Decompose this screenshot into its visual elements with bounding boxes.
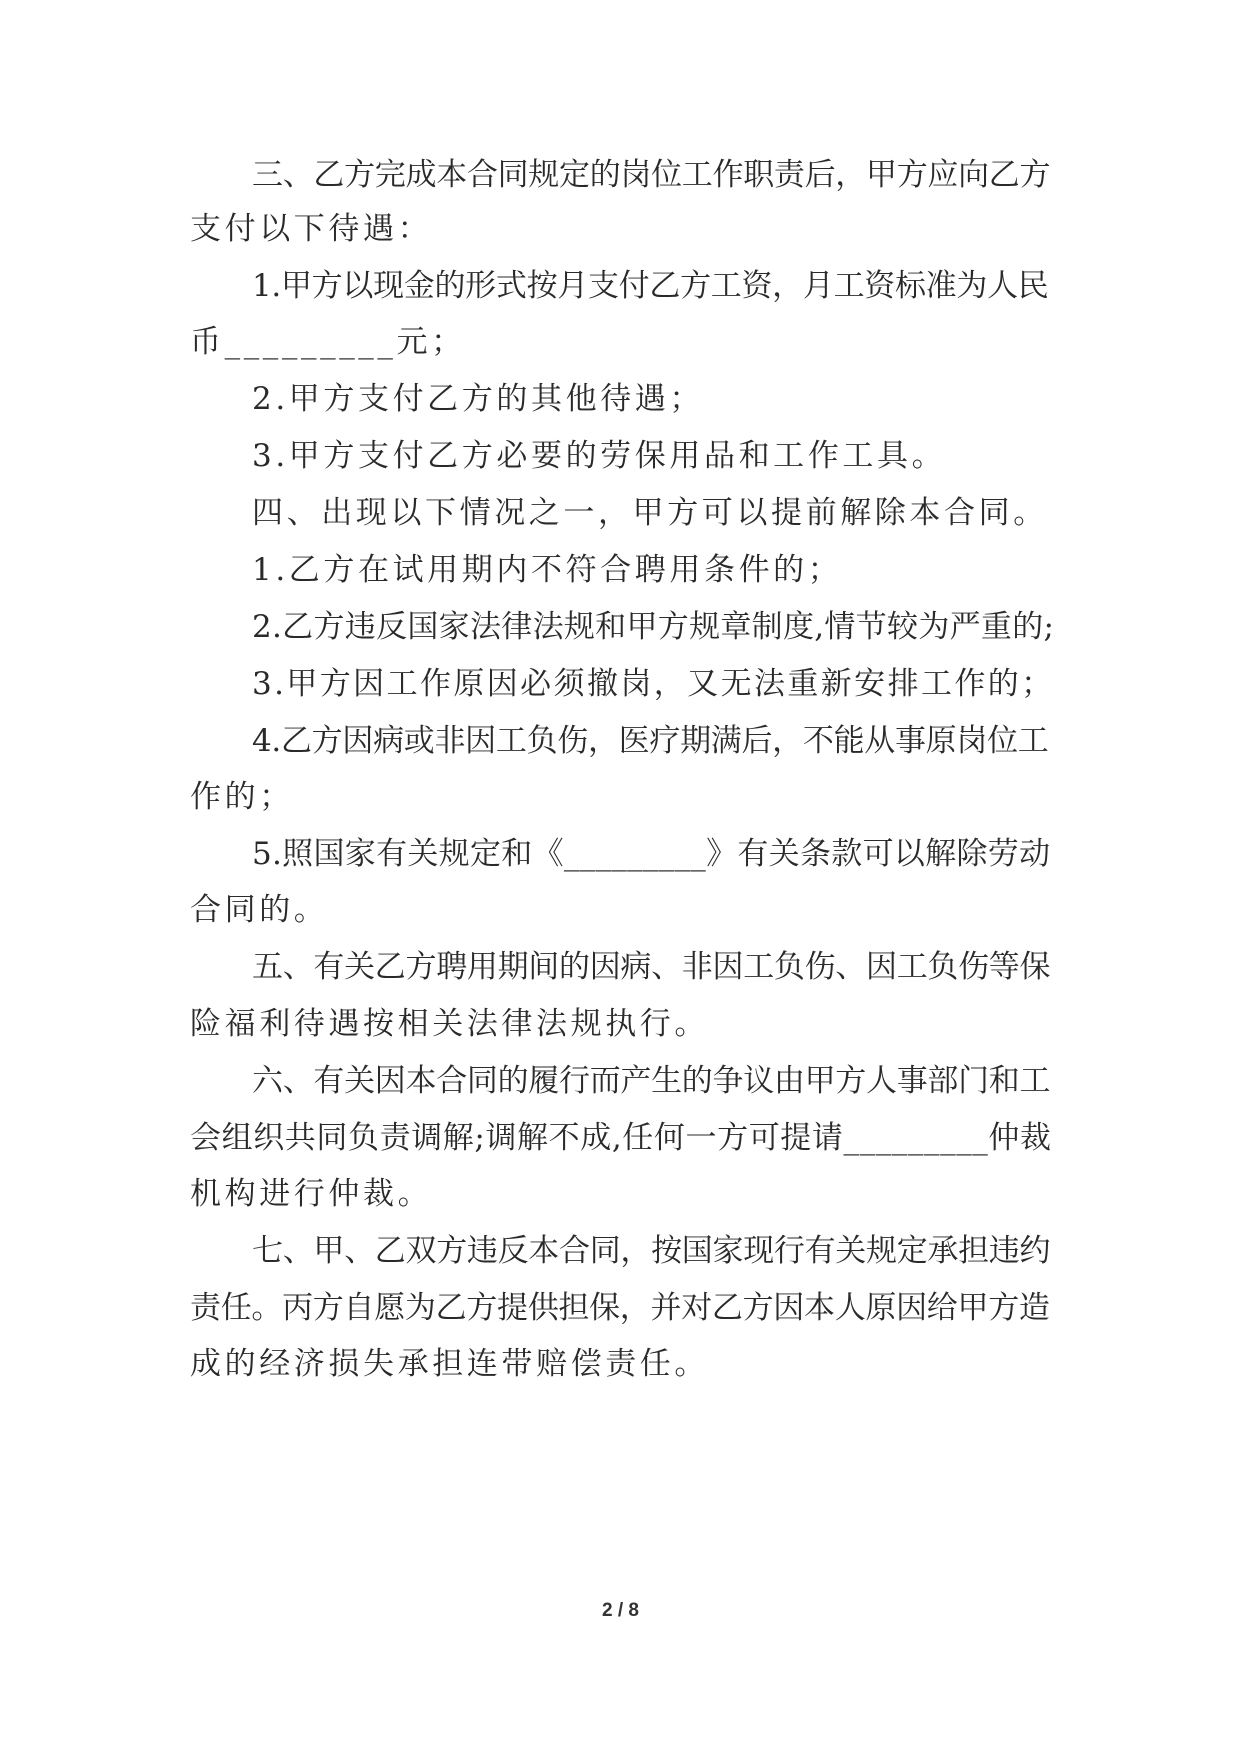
page-number: 2 / 8 bbox=[602, 1600, 639, 1621]
text-line: 2.乙方违反国家法律法规和甲方规章制度,情节较为严重的; bbox=[252, 609, 1055, 645]
text-line: 1.乙方在试用期内不符合聘用条件的； bbox=[252, 552, 843, 588]
text-line: 1.甲方以现金的形式按月支付乙方工资，月工资标准为人民 bbox=[252, 268, 1049, 304]
text-line: 险福利待遇按相关法律法规执行。 bbox=[190, 1006, 709, 1042]
text-line: 会组织共同负责调解;调解不成,任何一方可提请_________仲裁 bbox=[190, 1120, 1052, 1156]
text-line: 六、有关因本合同的履行而产生的争议由甲方人事部门和工 bbox=[252, 1063, 1051, 1099]
text-line: 5.照国家有关规定和《_________》有关条款可以解除劳动 bbox=[252, 836, 1051, 872]
text-line: 3.甲方支付乙方必要的劳保用品和工作工具。 bbox=[252, 438, 947, 474]
text-line: 4.乙方因病或非因工负伤，医疗期满后，不能从事原岗位工 bbox=[252, 723, 1049, 759]
text-line: 机构进行仲裁。 bbox=[190, 1176, 433, 1212]
text-line: 2.甲方支付乙方的其他待遇； bbox=[252, 381, 704, 417]
text-line: 四、出现以下情况之一，甲方可以提前解除本合同。 bbox=[252, 495, 1048, 531]
text-line: 成的经济损失承担连带赔偿责任。 bbox=[190, 1346, 709, 1382]
text-line: 责任。丙方自愿为乙方提供担保，并对乙方因本人原因给甲方造 bbox=[190, 1290, 1050, 1326]
text-line: 3.甲方因工作原因必须撤岗，又无法重新安排工作的； bbox=[252, 666, 1055, 702]
text-line: 作的； bbox=[190, 779, 294, 815]
text-line: 七、甲、乙双方违反本合同，按国家现行有关规定承担违约 bbox=[252, 1233, 1051, 1269]
text-line: 支付以下待遇： bbox=[190, 211, 433, 247]
text-line: 三、乙方完成本合同规定的岗位工作职责后，甲方应向乙方 bbox=[252, 157, 1051, 193]
text-line: 合同的。 bbox=[190, 892, 329, 928]
text-line: 五、有关乙方聘用期间的因病、非因工负伤、因工负伤等保 bbox=[252, 949, 1051, 985]
text-line: 币_________元； bbox=[190, 324, 466, 360]
